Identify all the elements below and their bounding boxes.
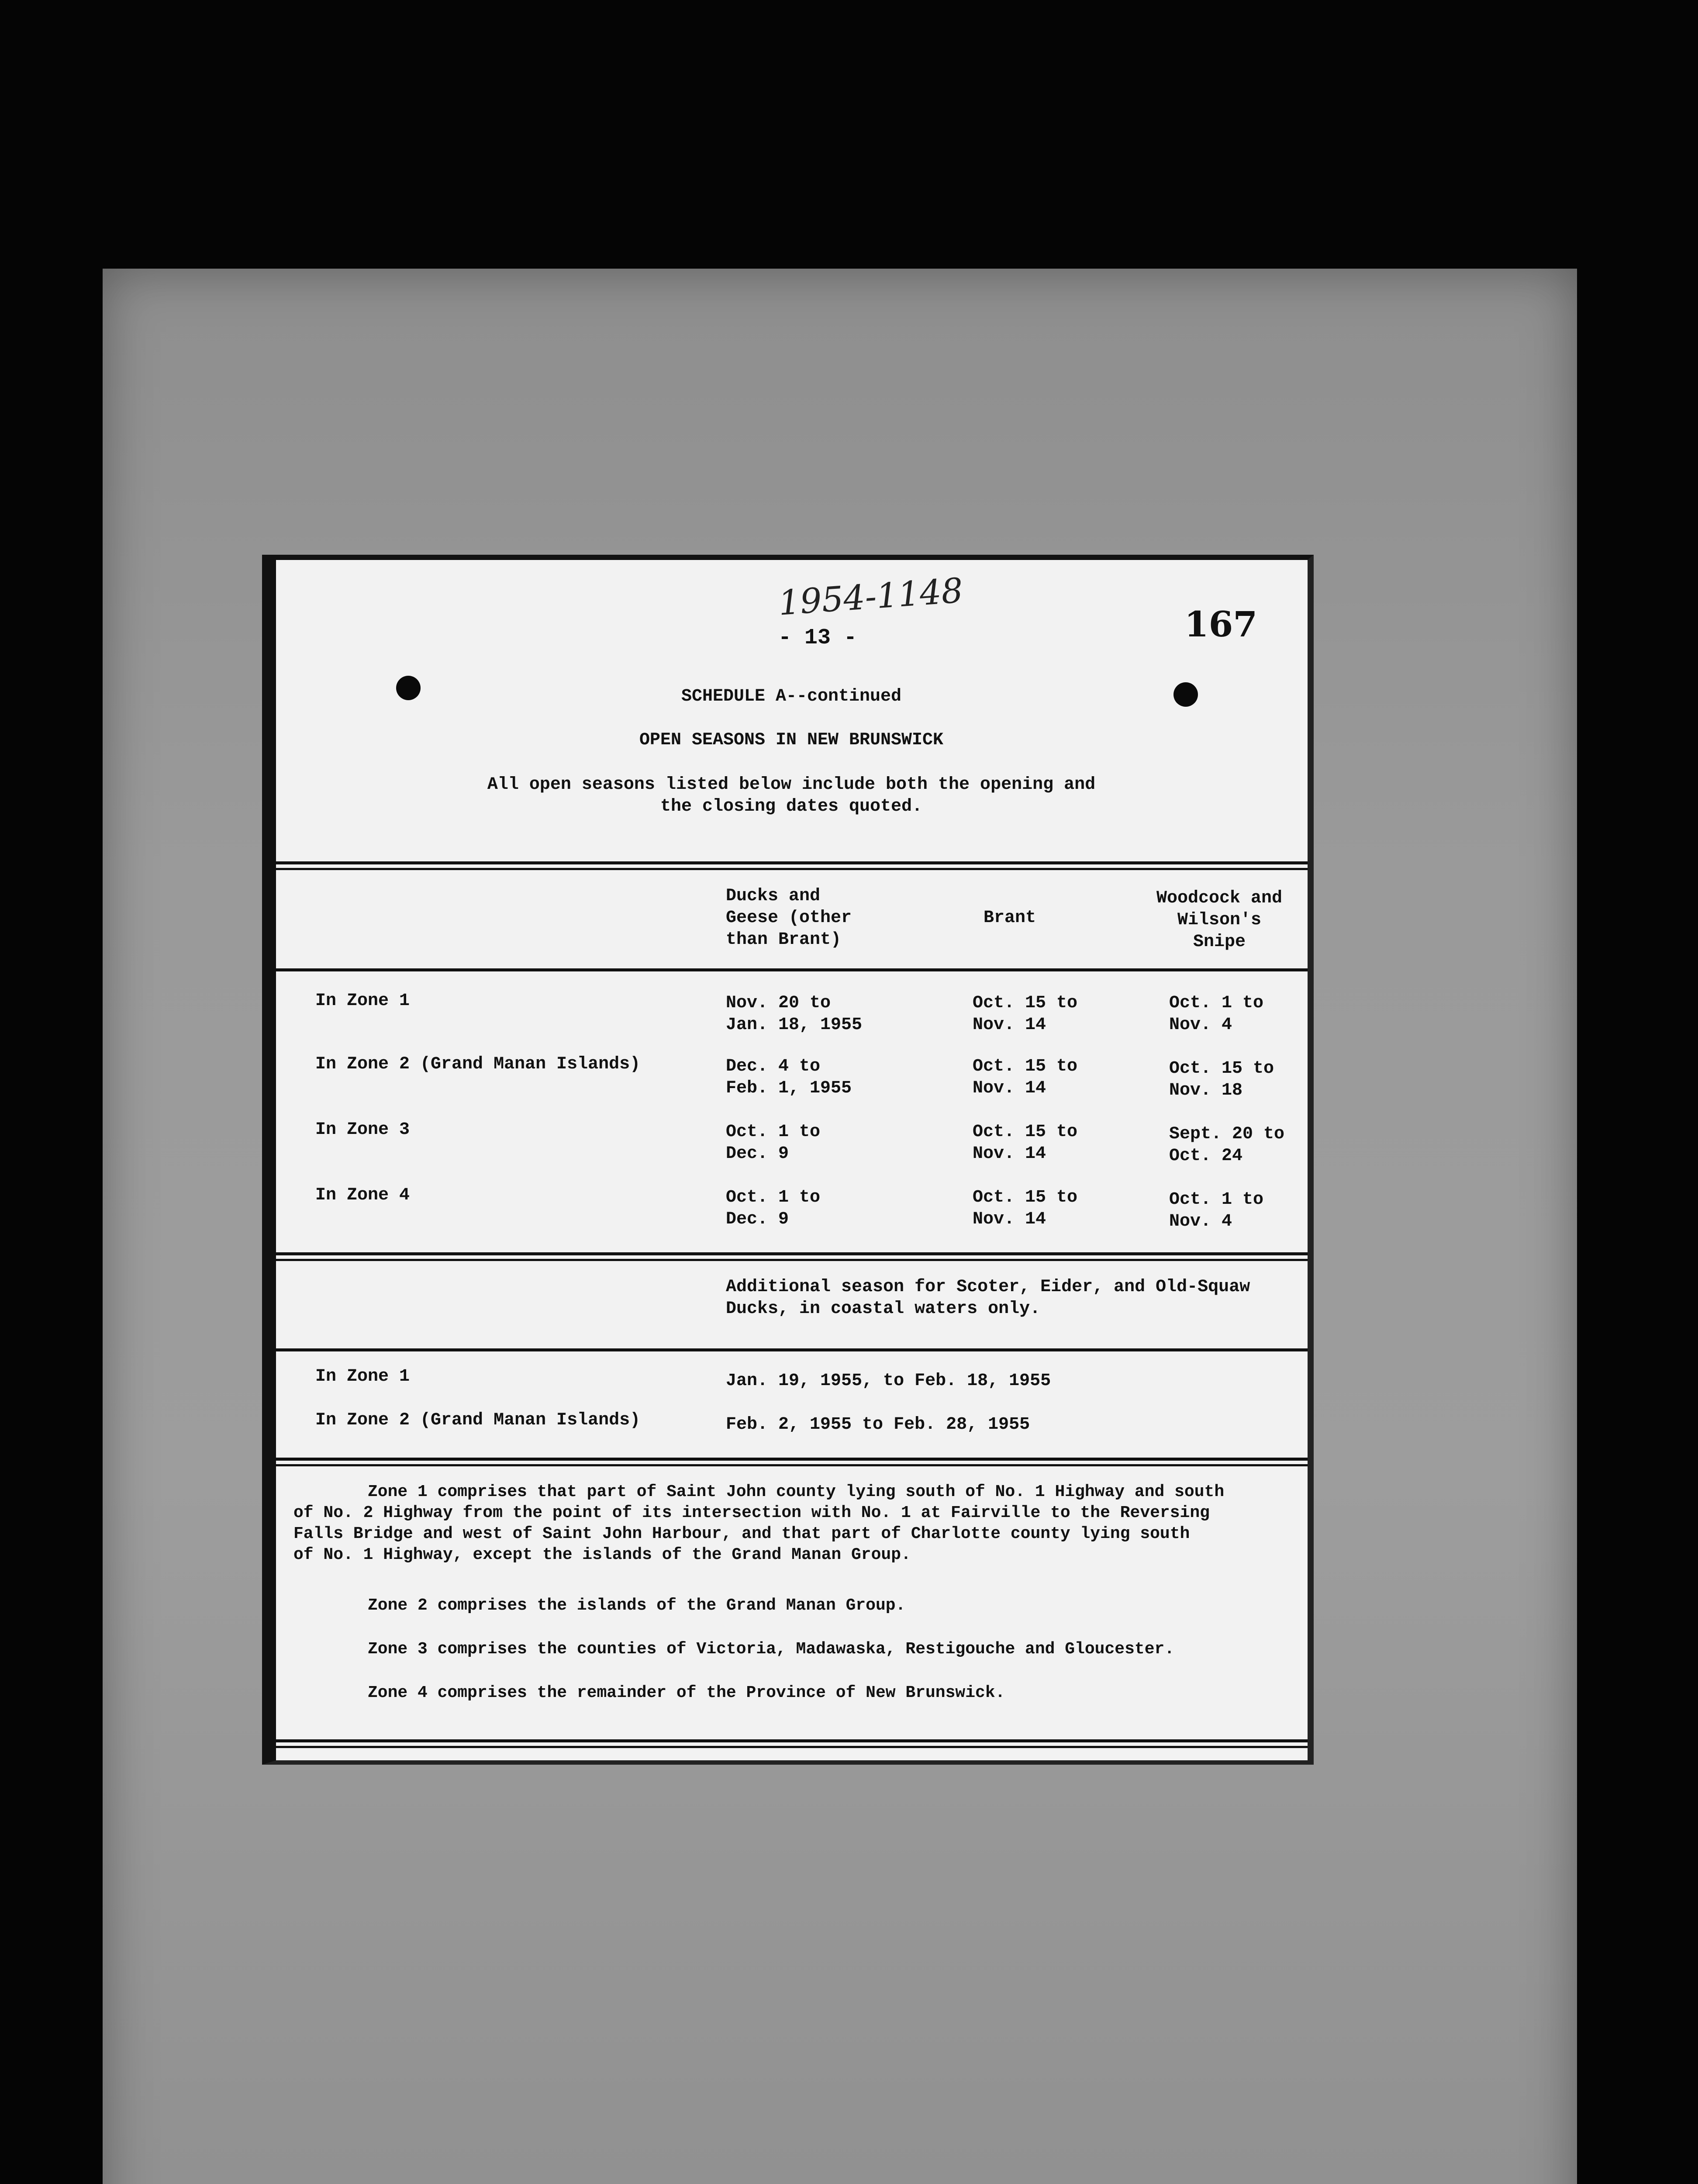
table-cell-woodcock: Oct. 1 to Nov. 4 (1169, 1190, 1264, 1231)
additional-dates: Feb. 2, 1955 to Feb. 28, 1955 (726, 1415, 1030, 1434)
table-cell-brant: Oct. 15 to Nov. 14 (973, 993, 1078, 1035)
table-top-rule (276, 861, 1308, 864)
table-cell-ducks: Oct. 1 to Dec. 9 (726, 1122, 821, 1164)
header-bottom-rule (276, 968, 1308, 971)
additional-season-heading: Additional season for Scoter, Eider, and Old-Squaw Ducks, in coastal waters only. (726, 1277, 1250, 1319)
table-row-zone-label: In Zone 1 (315, 991, 410, 1011)
notes-top-rule (276, 1458, 1308, 1461)
table-cell-woodcock: Sept. 20 to Oct. 24 (1169, 1124, 1285, 1166)
column-header-brant: Brant (984, 908, 1036, 928)
table-cell-woodcock: Oct. 15 to Nov. 18 (1169, 1059, 1274, 1100)
table-cell-woodcock: Oct. 1 to Nov. 4 (1169, 993, 1264, 1035)
schedule-title: SCHEDULE A--continued (681, 687, 902, 706)
additional-top-rule (276, 1252, 1308, 1255)
column-header-woodcock: Woodcock and Wilson's Snipe (1156, 888, 1283, 952)
table-cell-ducks: Oct. 1 to Dec. 9 (726, 1188, 821, 1229)
page-stamp-number: 167 (1184, 604, 1257, 645)
additional-mid-rule (276, 1348, 1308, 1351)
table-row-zone-label: In Zone 3 (315, 1120, 410, 1140)
zone-4-description: Zone 4 comprises the remainder of the Province of New Brunswick. (368, 1683, 1005, 1702)
column-header-ducks: Ducks and Geese (other than Brant) (726, 886, 852, 950)
table-cell-brant: Oct. 15 to Nov. 14 (973, 1188, 1078, 1229)
table-cell-brant: Oct. 15 to Nov. 14 (973, 1057, 1078, 1098)
table-row-zone-label: In Zone 2 (Grand Manan Islands) (315, 1410, 641, 1430)
table-cell-brant: Oct. 15 to Nov. 14 (973, 1122, 1078, 1164)
zone-1-description: Zone 1 comprises that part of Saint John county lying south of No. 1 Highway and south of No. 2 Highway from the point of its intersection with No. 1 at Fairville to the Reversing Falls Bridge and west of Saint John Harbour, and that part of Charlotte county lying south of No. 1 Highway, except the islands of the Grand Manan Group. (293, 1482, 1225, 1564)
table-row-zone-label: In Zone 1 (315, 1367, 410, 1386)
zone-2-description: Zone 2 comprises the islands of the Grand Manan Group. (368, 1596, 906, 1615)
document-page (262, 555, 1314, 1765)
table-cell-ducks: Nov. 20 to Jan. 18, 1955 (726, 993, 863, 1035)
zone-3-description: Zone 3 comprises the counties of Victoria, Madawaska, Restigouche and Gloucester. (368, 1640, 1175, 1659)
page-number: - 13 - (778, 625, 857, 650)
intro-text: All open seasons listed below include both the opening and the closing dates quoted. (487, 775, 1096, 816)
page-bottom-rule (276, 1739, 1308, 1742)
page-subtitle: OPEN SEASONS IN NEW BRUNSWICK (639, 730, 944, 750)
table-row-zone-label: In Zone 4 (315, 1185, 410, 1205)
table-row-zone-label: In Zone 2 (Grand Manan Islands) (315, 1054, 641, 1074)
table-cell-ducks: Dec. 4 to Feb. 1, 1955 (726, 1057, 852, 1098)
additional-dates: Jan. 19, 1955, to Feb. 18, 1955 (726, 1371, 1051, 1391)
handwritten-reference: 1954-1148 (777, 571, 964, 623)
